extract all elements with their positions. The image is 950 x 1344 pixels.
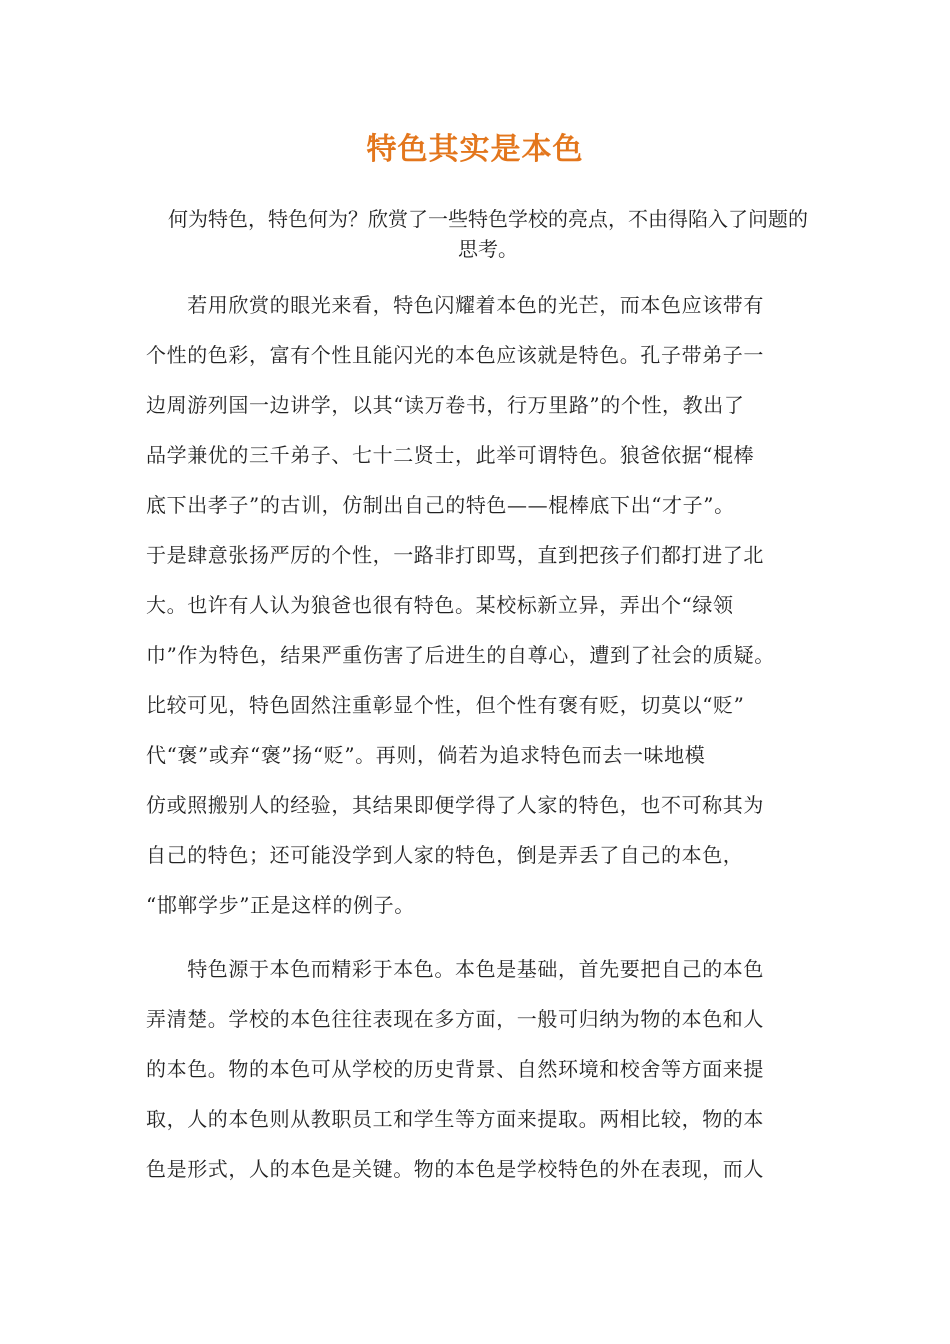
paragraph-line: 底下出孝子”的古训，仿制出自己的特色——棍棒底下出“才子”。 <box>146 493 735 517</box>
paragraph-line: 于是肆意张扬严厉的个性，一路非打即骂，直到把孩子们都打进了北 <box>146 543 764 567</box>
paragraph-line: 的本色。物的本色可从学校的历史背景、自然环境和校舍等方面来提 <box>146 1057 764 1081</box>
document-title: 特色其实是本色 <box>366 132 584 167</box>
paragraph-line: 自己的特色；还可能没学到人家的特色，倒是弄丢了自己的本色， <box>146 843 744 867</box>
paragraph-line: “邯郸学步”正是这样的例子。 <box>146 893 415 917</box>
paragraph-line: 比较可见，特色固然注重彰显个性，但个性有褒有贬，切莫以“贬” <box>146 693 745 717</box>
paragraph-line: 色是形式，人的本色是关键。物的本色是学校特色的外在表现，而人 <box>146 1157 764 1181</box>
paragraph-line: 代“褒”或弃“褒”扬“贬”。再则，倘若为追求特色而去一味地模 <box>146 743 706 767</box>
paragraph-line: 取，人的本色则从教职员工和学生等方面来提取。两相比较，物的本 <box>146 1107 764 1131</box>
paragraph-line: 弄清楚。学校的本色往往表现在多方面，一般可归纳为物的本色和人 <box>146 1007 764 1031</box>
paragraph-line: 品学兼优的三千弟子、七十二贤士，此举可谓特色。狼爸依据“棍棒 <box>146 443 755 467</box>
paragraph-line: 仿或照搬别人的经验，其结果即便学得了人家的特色，也不可称其为 <box>146 793 764 817</box>
paragraph-2 <box>146 944 826 1194</box>
paragraph-line: 个性的色彩，富有个性且能闪光的本色应该就是特色。孔子带弟子一 <box>146 343 764 367</box>
paragraph-1 <box>146 280 826 930</box>
paragraph-line: 巾”作为特色，结果严重伤害了后进生的自尊心，遭到了社会的质疑。 <box>146 643 775 667</box>
paragraph-line: 边周游列国一边讲学，以其“读万卷书，行万里路”的个性，教出了 <box>146 393 745 417</box>
paragraph-line: 大。也许有人认为狼爸也很有特色。某校标新立异，弄出个“绿领 <box>146 593 734 617</box>
document-intro: 何为特色，特色何为？欣赏了一些特色学校的亮点，不由得陷入了问题的思考。 <box>168 207 808 261</box>
paragraph-line: 特色源于本色而精彩于本色。本色是基础，首先要把自己的本色 <box>146 957 764 981</box>
paragraph-line: 若用欣赏的眼光来看，特色闪耀着本色的光芒，而本色应该带有 <box>146 293 764 317</box>
